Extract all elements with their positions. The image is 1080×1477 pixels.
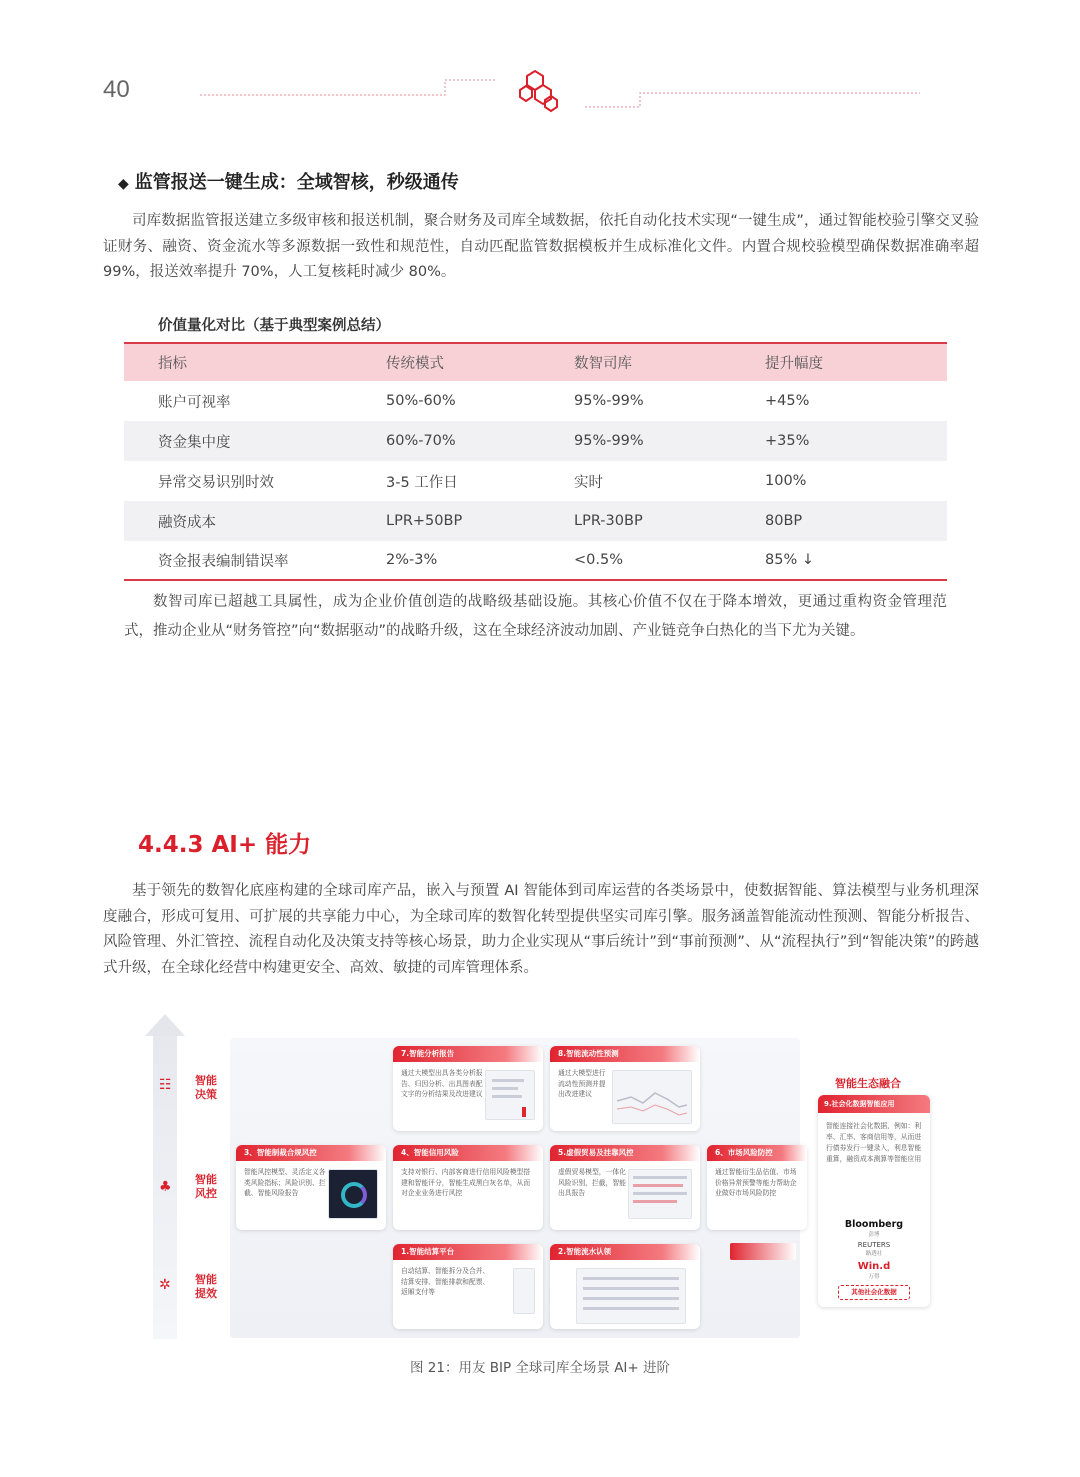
card-body: 自动结算、智能拆分及合并、结算安排、智能排款和配票、返厢支付等	[401, 1267, 490, 1296]
chart-thumbnail	[612, 1070, 692, 1124]
level-label: 智能提效	[195, 1273, 217, 1300]
table-cell: 50%-60%	[386, 393, 456, 409]
card-title: 6、市场风险防控	[707, 1145, 807, 1161]
cubes-icon	[520, 71, 557, 111]
statement-thumbnail	[576, 1268, 686, 1324]
card-title: 2.智能流水认领	[550, 1244, 700, 1260]
capability-card	[393, 1046, 543, 1131]
table-cell: 2%-3%	[386, 552, 438, 568]
table-cell: +45%	[765, 393, 810, 409]
table-cell: 60%-70%	[386, 433, 456, 449]
ai-capability-diagram	[145, 1014, 935, 1339]
table-row	[124, 501, 947, 541]
capability-card	[550, 1145, 700, 1230]
table-cell: 融资成本	[158, 514, 216, 531]
section-title-ai: 4.4.3 AI+ 能力	[138, 832, 312, 858]
table-header-cell: 传统模式	[386, 356, 444, 372]
summary-paragraph: 数智司库已超越工具属性，成为企业价值创造的战略级基础设施。其核心价值不仅在于降本增效，更通过重构资金管理范式，推动企业从“财务管控”向“数据驱动”的战略升级，这在全球经济波动加剧、产业链竞争白热化的当下尤为关键。	[124, 594, 947, 639]
value-comparison-table	[124, 342, 947, 581]
table-cell: 资金报表编制错误率	[158, 553, 289, 570]
card-body: 通过智能衍生品估值、市场价格异常预警等能力帮助企业做好市场风险防控	[715, 1168, 797, 1197]
table-cell: <0.5%	[574, 552, 623, 568]
capability-card	[550, 1244, 700, 1329]
arrow-up-icon	[145, 1014, 185, 1036]
dashboard-thumbnail	[328, 1169, 378, 1219]
table-cell: 实时	[574, 474, 603, 491]
table-cell: LPR-30BP	[574, 513, 643, 529]
bloomberg-logo: Bloomberg 彭博	[844, 1219, 904, 1238]
reuters-logo: REUTERS 路透社	[857, 1241, 891, 1257]
phone-thumbnail	[513, 1268, 535, 1314]
ai-paragraph: 基于领先的数智化底座构建的全球司库产品，嵌入与预置 AI 智能体到司库运营的各类场景中，使数据智能、算法模型与业务机理深度融合，形成可复用、可扩展的共享能力中心，为全球司库的数智化转型提供坚实司库引擎。服务涵盖智能流动性预测、智能分析报告、风险管理、外汇管控、流程自动化及决策支持等核心场景，助力企业实现从“事后统计”到“事前预测”、从“流程执行”到“智能决策”的跨越式升级，在全球化经营中构建更安全、高效、敏捷的司库管理体系。	[103, 883, 979, 976]
table-cell: 3-5 工作日	[386, 474, 458, 491]
section-heading-text: 监管报送一键生成：全域智核，秒级通传	[134, 172, 459, 193]
level-label: 智能决策	[195, 1074, 217, 1101]
table-cell: 80BP	[765, 513, 803, 529]
red-tag-decoration	[730, 1243, 796, 1260]
card-title: 4、智能信用风险	[393, 1145, 543, 1161]
table-row	[124, 461, 947, 501]
efficiency-icon: ✲	[159, 1277, 171, 1293]
card-title: 3、智能制裁合规风控	[236, 1145, 386, 1161]
table-cell: +35%	[765, 433, 810, 449]
table-row	[124, 421, 947, 461]
card-body: 通过大模型出具各类分析报告、归因分析、出具图表配文字的分析结果及改进建议	[401, 1069, 483, 1098]
wind-logo: Win.d 万得	[857, 1261, 891, 1280]
table-cell: 账户可视率	[158, 394, 231, 411]
capability-card	[550, 1046, 700, 1131]
other-data-button: 其他社会化数据	[838, 1285, 910, 1300]
table-cell: 资金集中度	[158, 434, 231, 451]
capability-card	[707, 1145, 807, 1230]
line-chart-icon	[613, 1071, 691, 1123]
table-cell: 95%-99%	[574, 433, 644, 449]
screen-thumbnail	[628, 1169, 692, 1219]
card-title: 9.社会化数据智能应用	[818, 1095, 930, 1113]
table-cell: 85% ↓	[765, 552, 814, 568]
table-caption: 价值量化对比（基于典型案例总结）	[158, 318, 390, 334]
risk-control-icon: ♣	[159, 1179, 172, 1195]
ring-chart-icon	[341, 1182, 367, 1208]
card-body: 支持对银行、内部客商进行信用风险模型搭建和智能评分，智能生成黑白灰名单，从而对企业业务进行风控	[401, 1168, 531, 1197]
report-thumbnail	[485, 1070, 535, 1120]
decision-icon: ☷	[159, 1077, 172, 1093]
eco-card	[818, 1095, 930, 1307]
card-body: 智能连接社会化数据，例如：利率、汇率、客商信用等，从而进行债券发行一键录入，利息智能重算，融资成本测算等智能应用	[826, 1122, 922, 1163]
diamond-bullet-icon: ◆	[118, 176, 129, 192]
intro-paragraph: 司库数据监管报送建立多级审核和报送机制，聚合财务及司库全域数据，依托自动化技术实现“一键生成”，通过智能校验引擎交叉验证财务、融资、资金流水等多源数据一致性和规范性，自动匹配监管数据模板并生成标准化文件。内置合规校验模型确保数据准确率超 99%，报送效率提升 70%，人工复核耗时减少 80%。	[103, 213, 979, 280]
card-body: 智能风控模型、灵活定义各类风险指标；风险识别、拦截、智能风险报告	[244, 1168, 326, 1197]
table-row	[124, 541, 947, 581]
figure-caption: 图 21：用友 BIP 全球司库全场景 AI+ 进阶	[409, 1360, 671, 1376]
card-title: 7.智能分析报告	[393, 1046, 543, 1062]
page-number: 40	[103, 76, 130, 103]
table-row	[124, 381, 947, 421]
eco-title: 智能生态融合	[835, 1077, 901, 1090]
table-header-row	[124, 342, 947, 381]
card-title: 8.智能流动性预测	[550, 1046, 700, 1062]
table-cell: 异常交易识别时效	[158, 474, 274, 491]
level-label: 智能风控	[195, 1173, 217, 1200]
card-title: 1.智能结算平台	[393, 1244, 543, 1260]
capability-card	[393, 1145, 543, 1230]
table-cell: LPR+50BP	[386, 513, 463, 529]
section-heading	[118, 168, 459, 194]
header-decoration	[190, 62, 930, 122]
card-title: 5.虚假贸易及挂靠风控	[550, 1145, 700, 1161]
table-header-cell: 提升幅度	[765, 356, 823, 372]
table-header-cell: 指标	[158, 356, 187, 372]
table-cell: 100%	[765, 473, 807, 489]
capability-card	[236, 1145, 386, 1230]
card-body: 虚假贸易模型，一体化风险识别，拦截，智能出具报告	[558, 1168, 626, 1197]
capability-card	[393, 1244, 543, 1329]
table-cell: 95%-99%	[574, 393, 644, 409]
card-body: 通过大模型进行流动性预测并提出改进建议	[558, 1069, 606, 1098]
table-header-cell: 数智司库	[574, 356, 632, 372]
